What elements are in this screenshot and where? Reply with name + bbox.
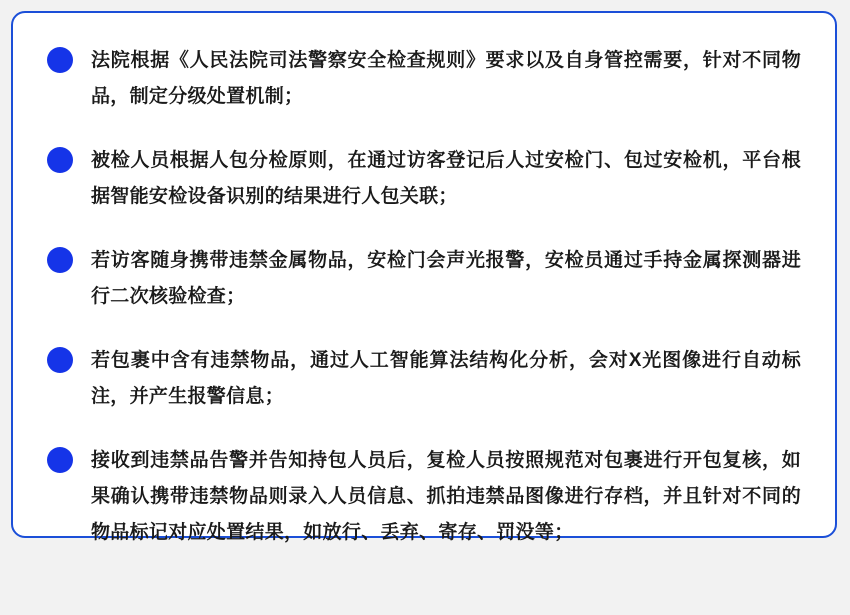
bullet-icon — [47, 447, 73, 473]
content-card — [11, 11, 837, 543]
list-item-text: 若访客随身携带违禁金属物品，安检门会声光报警，安检员通过手持金属探测器进行二次核验检查； — [91, 250, 801, 307]
list-item — [47, 443, 801, 551]
list-item — [47, 343, 801, 415]
bullet-icon — [47, 247, 73, 273]
process-step-list — [13, 13, 835, 551]
list-item — [47, 143, 801, 215]
bullet-icon — [47, 147, 73, 173]
list-item-text: 法院根据《人民法院司法警察安全检查规则》要求以及自身管控需要，针对不同物品，制定分级处置机制； — [91, 50, 801, 107]
bullet-icon — [47, 47, 73, 73]
list-item-text: 接收到违禁品告警并告知持包人员后，复检人员按照规范对包裹进行开包复核，如果确认携带违禁物品则录入人员信息、抓拍违禁品图像进行存档，并且针对不同的物品标记对应处置结果，如放行、丢弃、寄存、罚没等； — [91, 450, 801, 543]
list-item — [47, 43, 801, 115]
list-item-text: 若包裹中含有违禁物品，通过人工智能算法结构化分析，会对X光图像进行自动标注，并产生报警信息； — [91, 350, 801, 407]
bullet-icon — [47, 347, 73, 373]
list-item — [47, 243, 801, 315]
list-item-text: 被检人员根据人包分检原则，在通过访客登记后人过安检门、包过安检机，平台根据智能安检设备识别的结果进行人包关联； — [91, 150, 801, 207]
